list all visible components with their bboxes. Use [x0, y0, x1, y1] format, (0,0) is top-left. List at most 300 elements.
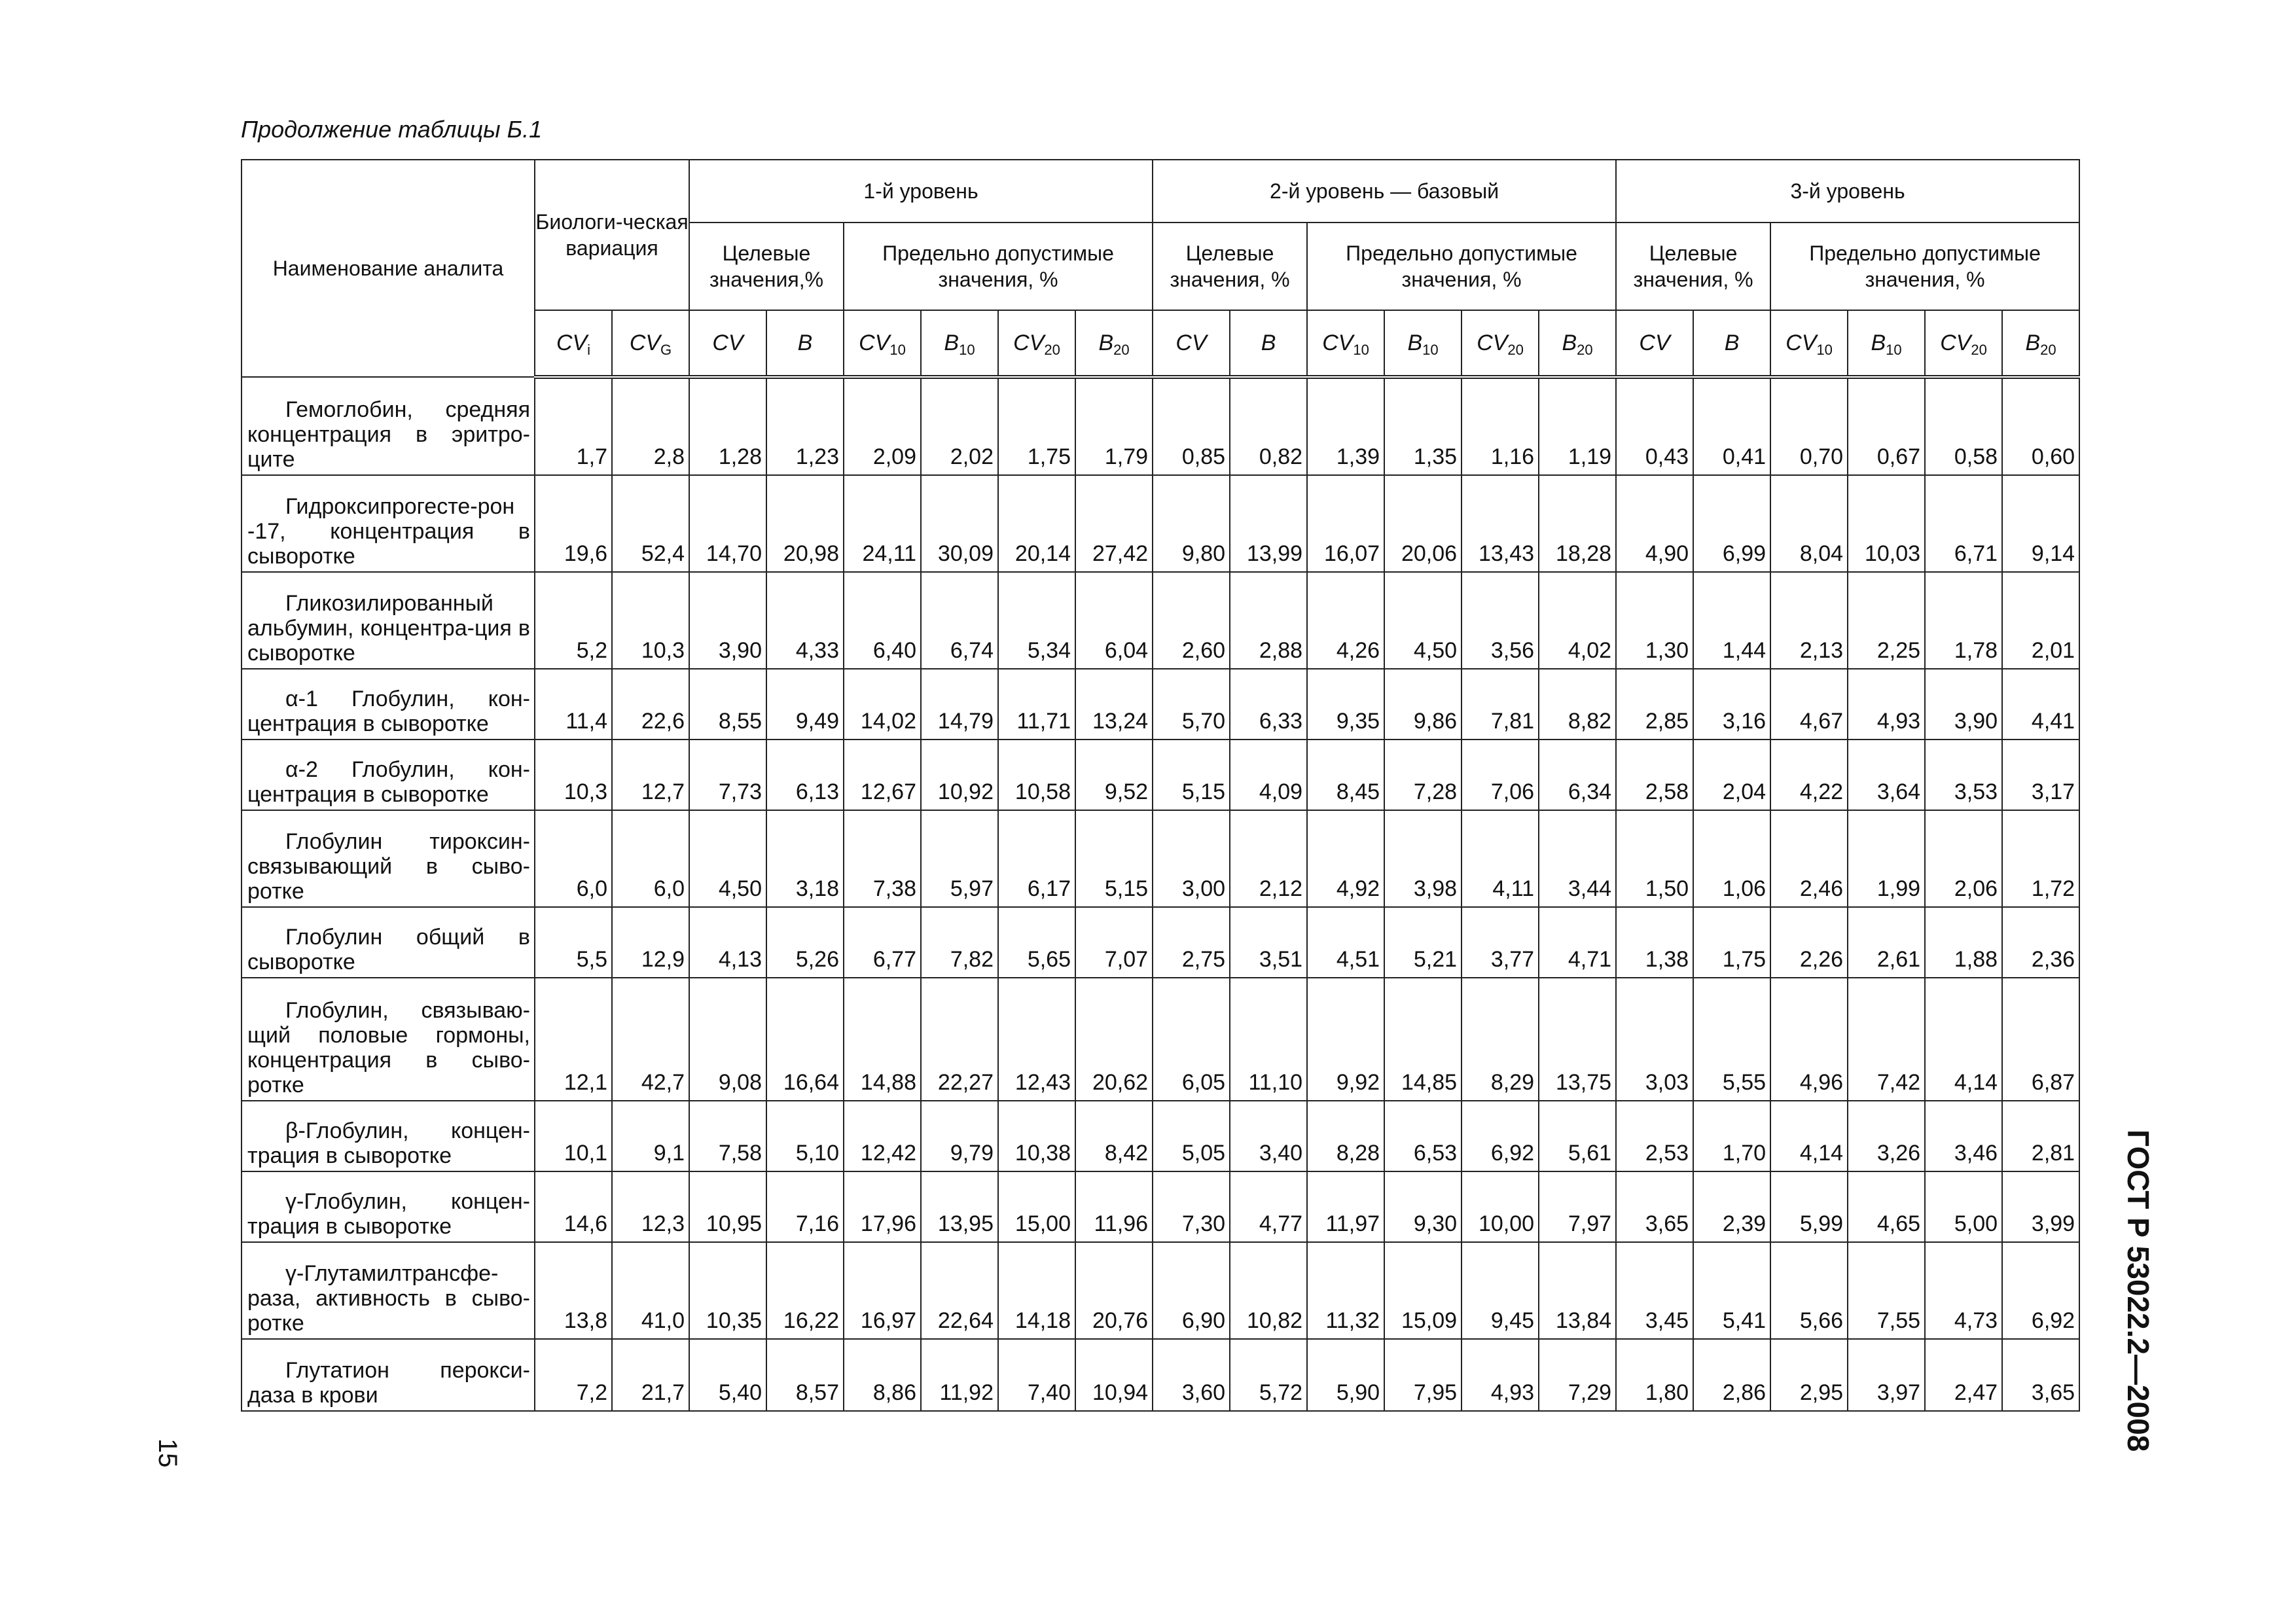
value-cell: 7,73 — [689, 740, 766, 810]
value-cell: 4,77 — [1230, 1171, 1307, 1242]
value-cell: 1,80 — [1616, 1339, 1693, 1411]
value-cell: 2,13 — [1770, 572, 1848, 669]
value-cell: 7,95 — [1384, 1339, 1462, 1411]
analyte-name-cell: Гемоглобин, средняя концентрация в эритро-ците — [242, 377, 535, 475]
value-cell: 4,14 — [1925, 978, 2002, 1101]
value-cell: 6,04 — [1075, 572, 1153, 669]
value-cell: 2,61 — [1848, 907, 1925, 978]
value-cell: 9,79 — [921, 1101, 998, 1171]
value-cell: 3,60 — [1153, 1339, 1230, 1411]
value-cell: 2,8 — [612, 377, 689, 475]
value-cell: 4,22 — [1770, 740, 1848, 810]
col-cv: CV — [689, 310, 766, 377]
table-body — [242, 377, 2079, 1411]
value-cell: 8,57 — [766, 1339, 844, 1411]
value-cell: 4,65 — [1848, 1171, 1925, 1242]
value-cell: 4,93 — [1848, 669, 1925, 740]
value-cell: 2,47 — [1925, 1339, 2002, 1411]
col-cv10: $CV_{10}$ — [1770, 310, 1848, 377]
value-cell: 4,26 — [1307, 572, 1384, 669]
table-row — [242, 810, 2079, 907]
col-cv20: $CV_{20}$ — [998, 310, 1075, 377]
value-cell: 4,13 — [689, 907, 766, 978]
value-cell: 2,01 — [2002, 572, 2079, 669]
value-cell: 0,60 — [2002, 377, 2079, 475]
value-cell: 6,99 — [1693, 475, 1770, 572]
value-cell: 4,41 — [2002, 669, 2079, 740]
value-cell: 3,46 — [1925, 1101, 2002, 1171]
value-cell: 6,13 — [766, 740, 844, 810]
value-cell: 13,95 — [921, 1171, 998, 1242]
value-cell: 1,30 — [1616, 572, 1693, 669]
table-row — [242, 907, 2079, 978]
value-cell: 13,99 — [1230, 475, 1307, 572]
value-cell: 7,2 — [535, 1339, 612, 1411]
value-cell: 1,44 — [1693, 572, 1770, 669]
col-b: B — [1693, 310, 1770, 377]
value-cell: 20,76 — [1075, 1242, 1153, 1339]
value-cell: 2,46 — [1770, 810, 1848, 907]
value-cell: 3,64 — [1848, 740, 1925, 810]
value-cell: 3,98 — [1384, 810, 1462, 907]
value-cell: 1,35 — [1384, 377, 1462, 475]
value-cell: 1,88 — [1925, 907, 2002, 978]
value-cell: 6,53 — [1384, 1101, 1462, 1171]
value-cell: 14,85 — [1384, 978, 1462, 1101]
analyte-name-cell: Глобулин, связываю-щий половые гормоны, концентрация в сыво-ротке — [242, 978, 535, 1101]
value-cell: 27,42 — [1075, 475, 1153, 572]
value-cell: 7,55 — [1848, 1242, 1925, 1339]
value-cell: 7,82 — [921, 907, 998, 978]
value-cell: 2,06 — [1925, 810, 2002, 907]
value-cell: 20,98 — [766, 475, 844, 572]
value-cell: 20,62 — [1075, 978, 1153, 1101]
col-cv: CV — [1153, 310, 1230, 377]
analyte-name-cell: Глутатион перокси-даза в крови — [242, 1339, 535, 1411]
value-cell: 16,97 — [844, 1242, 921, 1339]
value-cell: 8,29 — [1462, 978, 1539, 1101]
value-cell: 4,33 — [766, 572, 844, 669]
value-cell: 5,34 — [998, 572, 1075, 669]
value-cell: 9,45 — [1462, 1242, 1539, 1339]
value-cell: 5,66 — [1770, 1242, 1848, 1339]
table-row — [242, 1101, 2079, 1171]
value-cell: 4,93 — [1462, 1339, 1539, 1411]
value-cell: 5,21 — [1384, 907, 1462, 978]
value-cell: 30,09 — [921, 475, 998, 572]
value-cell: 5,2 — [535, 572, 612, 669]
value-cell: 15,00 — [998, 1171, 1075, 1242]
value-cell: 2,02 — [921, 377, 998, 475]
value-cell: 6,05 — [1153, 978, 1230, 1101]
analyte-name-cell: Глобулин тироксин-связывающий в сыво-ротке — [242, 810, 535, 907]
table-row — [242, 377, 2079, 475]
value-cell: 6,0 — [612, 810, 689, 907]
value-cell: 20,14 — [998, 475, 1075, 572]
value-cell: 9,35 — [1307, 669, 1384, 740]
value-cell: 0,58 — [1925, 377, 2002, 475]
value-cell: 7,97 — [1539, 1171, 1616, 1242]
value-cell: 6,92 — [2002, 1242, 2079, 1339]
value-cell: 2,04 — [1693, 740, 1770, 810]
value-cell: 1,39 — [1307, 377, 1384, 475]
table-row — [242, 475, 2079, 572]
value-cell: 7,30 — [1153, 1171, 1230, 1242]
value-cell: 12,1 — [535, 978, 612, 1101]
value-cell: 1,79 — [1075, 377, 1153, 475]
analyte-name-cell: γ-Глутамилтрансфе-раза, активность в сыво-ротке — [242, 1242, 535, 1339]
value-cell: 1,38 — [1616, 907, 1693, 978]
value-cell: 3,18 — [766, 810, 844, 907]
value-cell: 2,60 — [1153, 572, 1230, 669]
value-cell: 10,94 — [1075, 1339, 1153, 1411]
value-cell: 6,92 — [1462, 1101, 1539, 1171]
value-cell: 8,45 — [1307, 740, 1384, 810]
value-cell: 7,58 — [689, 1101, 766, 1171]
value-cell: 3,53 — [1925, 740, 2002, 810]
value-cell: 3,51 — [1230, 907, 1307, 978]
value-cell: 14,18 — [998, 1242, 1075, 1339]
col-cv10: $CV_{10}$ — [844, 310, 921, 377]
header-target-3: Целевые значения, % — [1616, 223, 1770, 310]
value-cell: 3,77 — [1462, 907, 1539, 978]
value-cell: 6,71 — [1925, 475, 2002, 572]
value-cell: 11,71 — [998, 669, 1075, 740]
header-level-1: 1-й уровень — [689, 160, 1153, 223]
value-cell: 8,28 — [1307, 1101, 1384, 1171]
col-b10: $B_{10}$ — [921, 310, 998, 377]
value-cell: 0,43 — [1616, 377, 1693, 475]
col-b10: $B_{10}$ — [1848, 310, 1925, 377]
value-cell: 4,51 — [1307, 907, 1384, 978]
value-cell: 3,99 — [2002, 1171, 2079, 1242]
value-cell: 1,19 — [1539, 377, 1616, 475]
value-cell: 5,65 — [998, 907, 1075, 978]
value-cell: 10,92 — [921, 740, 998, 810]
value-cell: 4,67 — [1770, 669, 1848, 740]
table-row — [242, 1242, 2079, 1339]
value-cell: 2,53 — [1616, 1101, 1693, 1171]
value-cell: 1,50 — [1616, 810, 1693, 907]
value-cell: 14,79 — [921, 669, 998, 740]
value-cell: 12,9 — [612, 907, 689, 978]
value-cell: 9,80 — [1153, 475, 1230, 572]
value-cell: 11,97 — [1307, 1171, 1384, 1242]
value-cell: 42,7 — [612, 978, 689, 1101]
value-cell: 3,56 — [1462, 572, 1539, 669]
value-cell: 22,64 — [921, 1242, 998, 1339]
value-cell: 21,7 — [612, 1339, 689, 1411]
value-cell: 5,10 — [766, 1101, 844, 1171]
value-cell: 1,75 — [1693, 907, 1770, 978]
col-cv-g: $CV_G$ — [612, 310, 689, 377]
value-cell: 8,55 — [689, 669, 766, 740]
value-cell: 7,38 — [844, 810, 921, 907]
value-cell: 14,88 — [844, 978, 921, 1101]
value-cell: 10,3 — [535, 740, 612, 810]
value-cell: 4,02 — [1539, 572, 1616, 669]
value-cell: 2,12 — [1230, 810, 1307, 907]
value-cell: 5,55 — [1693, 978, 1770, 1101]
value-cell: 22,27 — [921, 978, 998, 1101]
value-cell: 0,67 — [1848, 377, 1925, 475]
value-cell: 7,40 — [998, 1339, 1075, 1411]
page-number: 15 — [153, 1438, 182, 1468]
value-cell: 5,5 — [535, 907, 612, 978]
value-cell: 5,72 — [1230, 1339, 1307, 1411]
value-cell: 16,22 — [766, 1242, 844, 1339]
value-cell: 14,70 — [689, 475, 766, 572]
value-cell: 9,92 — [1307, 978, 1384, 1101]
value-cell: 22,6 — [612, 669, 689, 740]
value-cell: 41,0 — [612, 1242, 689, 1339]
value-cell: 11,96 — [1075, 1171, 1153, 1242]
value-cell: 6,0 — [535, 810, 612, 907]
value-cell: 2,36 — [2002, 907, 2079, 978]
value-cell: 5,90 — [1307, 1339, 1384, 1411]
header-target-1: Целевые значения,% — [689, 223, 844, 310]
value-cell: 11,32 — [1307, 1242, 1384, 1339]
header-level-2: 2-й уровень — базовый — [1153, 160, 1616, 223]
value-cell: 1,78 — [1925, 572, 2002, 669]
col-cv10: $CV_{10}$ — [1307, 310, 1384, 377]
value-cell: 7,81 — [1462, 669, 1539, 740]
analyte-name-cell: Гликозилированный альбумин, концентра-ция в сыворотке — [242, 572, 535, 669]
value-cell: 5,70 — [1153, 669, 1230, 740]
value-cell: 6,17 — [998, 810, 1075, 907]
value-cell: 10,82 — [1230, 1242, 1307, 1339]
value-cell: 11,92 — [921, 1339, 998, 1411]
value-cell: 6,74 — [921, 572, 998, 669]
value-cell: 9,14 — [2002, 475, 2079, 572]
value-cell: 3,44 — [1539, 810, 1616, 907]
value-cell: 9,86 — [1384, 669, 1462, 740]
value-cell: 4,73 — [1925, 1242, 2002, 1339]
value-cell: 4,11 — [1462, 810, 1539, 907]
value-cell: 7,42 — [1848, 978, 1925, 1101]
value-cell: 3,00 — [1153, 810, 1230, 907]
value-cell: 6,34 — [1539, 740, 1616, 810]
col-b10: $B_{10}$ — [1384, 310, 1462, 377]
col-cv20: $CV_{20}$ — [1462, 310, 1539, 377]
value-cell: 20,06 — [1384, 475, 1462, 572]
header-bio-variation: Биологи-ческая вариация — [535, 160, 689, 310]
value-cell: 4,96 — [1770, 978, 1848, 1101]
header-limit-1: Предельно допустимые значения, % — [844, 223, 1153, 310]
value-cell: 2,09 — [844, 377, 921, 475]
value-cell: 6,40 — [844, 572, 921, 669]
value-cell: 7,07 — [1075, 907, 1153, 978]
col-b20: $B_{20}$ — [1539, 310, 1616, 377]
value-cell: 5,40 — [689, 1339, 766, 1411]
value-cell: 13,75 — [1539, 978, 1616, 1101]
value-cell: 3,17 — [2002, 740, 2079, 810]
value-cell: 2,85 — [1616, 669, 1693, 740]
value-cell: 4,50 — [689, 810, 766, 907]
value-cell: 12,67 — [844, 740, 921, 810]
col-b: B — [766, 310, 844, 377]
header-limit-3: Предельно допустимые значения, % — [1770, 223, 2079, 310]
value-cell: 5,61 — [1539, 1101, 1616, 1171]
value-cell: 5,00 — [1925, 1171, 2002, 1242]
value-cell: 3,90 — [1925, 669, 2002, 740]
table-row — [242, 572, 2079, 669]
value-cell: 2,75 — [1153, 907, 1230, 978]
value-cell: 3,97 — [1848, 1339, 1925, 1411]
value-cell: 5,05 — [1153, 1101, 1230, 1171]
value-cell: 5,97 — [921, 810, 998, 907]
table-row — [242, 1339, 2079, 1411]
value-cell: 9,08 — [689, 978, 766, 1101]
value-cell: 3,26 — [1848, 1101, 1925, 1171]
value-cell: 1,70 — [1693, 1101, 1770, 1171]
value-cell: 2,26 — [1770, 907, 1848, 978]
table-row — [242, 740, 2079, 810]
analyte-name-cell: Гидроксипрогесте-рон -17, концентрация в сыворотке — [242, 475, 535, 572]
value-cell: 2,95 — [1770, 1339, 1848, 1411]
value-cell: 10,35 — [689, 1242, 766, 1339]
analyte-name-cell: α-1 Глобулин, кон-центрация в сыворотке — [242, 669, 535, 740]
value-cell: 52,4 — [612, 475, 689, 572]
value-cell: 13,43 — [1462, 475, 1539, 572]
value-cell: 3,16 — [1693, 669, 1770, 740]
header-analyte: Наименование аналита — [242, 160, 535, 377]
value-cell: 1,28 — [689, 377, 766, 475]
value-cell: 2,39 — [1693, 1171, 1770, 1242]
header-level-3: 3-й уровень — [1616, 160, 2079, 223]
value-cell: 19,6 — [535, 475, 612, 572]
value-cell: 1,16 — [1462, 377, 1539, 475]
value-cell: 4,71 — [1539, 907, 1616, 978]
col-b20: $B_{20}$ — [1075, 310, 1153, 377]
col-b: B — [1230, 310, 1307, 377]
value-cell: 13,8 — [535, 1242, 612, 1339]
value-cell: 7,16 — [766, 1171, 844, 1242]
header-target-2: Целевые значения, % — [1153, 223, 1307, 310]
value-cell: 2,81 — [2002, 1101, 2079, 1171]
value-cell: 0,70 — [1770, 377, 1848, 475]
value-cell: 5,41 — [1693, 1242, 1770, 1339]
col-cv-i: $CV_i$ — [535, 310, 612, 377]
col-b20: $B_{20}$ — [2002, 310, 2079, 377]
col-cv20: $CV_{20}$ — [1925, 310, 2002, 377]
value-cell: 1,75 — [998, 377, 1075, 475]
value-cell: 11,4 — [535, 669, 612, 740]
value-cell: 18,28 — [1539, 475, 1616, 572]
table-caption: Продолжение таблицы Б.1 — [241, 116, 543, 143]
value-cell: 1,7 — [535, 377, 612, 475]
value-cell: 3,90 — [689, 572, 766, 669]
value-cell: 14,02 — [844, 669, 921, 740]
value-cell: 9,30 — [1384, 1171, 1462, 1242]
value-cell: 12,43 — [998, 978, 1075, 1101]
value-cell: 8,04 — [1770, 475, 1848, 572]
value-cell: 6,90 — [1153, 1242, 1230, 1339]
value-cell: 5,15 — [1075, 810, 1153, 907]
document-id: ГОСТ Р 53022.2—2008 — [2121, 1130, 2155, 1452]
col-cv: CV — [1616, 310, 1693, 377]
value-cell: 16,64 — [766, 978, 844, 1101]
value-cell: 17,96 — [844, 1171, 921, 1242]
value-cell: 8,82 — [1539, 669, 1616, 740]
value-cell: 9,49 — [766, 669, 844, 740]
value-cell: 15,09 — [1384, 1242, 1462, 1339]
table-row — [242, 1171, 2079, 1242]
value-cell: 4,90 — [1616, 475, 1693, 572]
value-cell: 4,92 — [1307, 810, 1384, 907]
value-cell: 9,1 — [612, 1101, 689, 1171]
value-cell: 8,42 — [1075, 1101, 1153, 1171]
value-cell: 10,1 — [535, 1101, 612, 1171]
value-cell: 1,06 — [1693, 810, 1770, 907]
header-limit-2: Предельно допустимые значения, % — [1307, 223, 1616, 310]
value-cell: 12,7 — [612, 740, 689, 810]
value-cell: 6,33 — [1230, 669, 1307, 740]
value-cell: 4,09 — [1230, 740, 1307, 810]
analyte-name-cell: Глобулин общий в сыворотке — [242, 907, 535, 978]
value-cell: 1,72 — [2002, 810, 2079, 907]
value-cell: 0,41 — [1693, 377, 1770, 475]
analyte-name-cell: α-2 Глобулин, кон-центрация в сыворотке — [242, 740, 535, 810]
value-cell: 10,03 — [1848, 475, 1925, 572]
value-cell: 3,40 — [1230, 1101, 1307, 1171]
value-cell: 1,23 — [766, 377, 844, 475]
analyte-name-cell: β-Глобулин, концен-трация в сыворотке — [242, 1101, 535, 1171]
value-cell: 7,06 — [1462, 740, 1539, 810]
value-cell: 10,00 — [1462, 1171, 1539, 1242]
value-cell: 8,86 — [844, 1339, 921, 1411]
value-cell: 13,24 — [1075, 669, 1153, 740]
value-cell: 5,99 — [1770, 1171, 1848, 1242]
value-cell: 3,65 — [1616, 1171, 1693, 1242]
value-cell: 9,52 — [1075, 740, 1153, 810]
value-cell: 6,77 — [844, 907, 921, 978]
value-cell: 2,86 — [1693, 1339, 1770, 1411]
value-cell: 24,11 — [844, 475, 921, 572]
value-cell: 0,82 — [1230, 377, 1307, 475]
value-cell: 4,14 — [1770, 1101, 1848, 1171]
value-cell: 2,58 — [1616, 740, 1693, 810]
value-cell: 12,3 — [612, 1171, 689, 1242]
value-cell: 3,45 — [1616, 1242, 1693, 1339]
value-cell: 7,29 — [1539, 1339, 1616, 1411]
analyte-variation-table — [241, 159, 2080, 1412]
value-cell: 2,88 — [1230, 572, 1307, 669]
value-cell: 14,6 — [535, 1171, 612, 1242]
value-cell: 5,15 — [1153, 740, 1230, 810]
value-cell: 10,38 — [998, 1101, 1075, 1171]
value-cell: 4,50 — [1384, 572, 1462, 669]
table-row — [242, 978, 2079, 1101]
value-cell: 6,87 — [2002, 978, 2079, 1101]
value-cell: 5,26 — [766, 907, 844, 978]
value-cell: 7,28 — [1384, 740, 1462, 810]
value-cell: 0,85 — [1153, 377, 1230, 475]
value-cell: 2,25 — [1848, 572, 1925, 669]
value-cell: 10,58 — [998, 740, 1075, 810]
value-cell: 12,42 — [844, 1101, 921, 1171]
value-cell: 13,84 — [1539, 1242, 1616, 1339]
value-cell: 1,99 — [1848, 810, 1925, 907]
analyte-name-cell: γ-Глобулин, концен-трация в сыворотке — [242, 1171, 535, 1242]
value-cell: 10,3 — [612, 572, 689, 669]
table-row — [242, 669, 2079, 740]
value-cell: 3,65 — [2002, 1339, 2079, 1411]
value-cell: 10,95 — [689, 1171, 766, 1242]
value-cell: 16,07 — [1307, 475, 1384, 572]
value-cell: 3,03 — [1616, 978, 1693, 1101]
value-cell: 11,10 — [1230, 978, 1307, 1101]
